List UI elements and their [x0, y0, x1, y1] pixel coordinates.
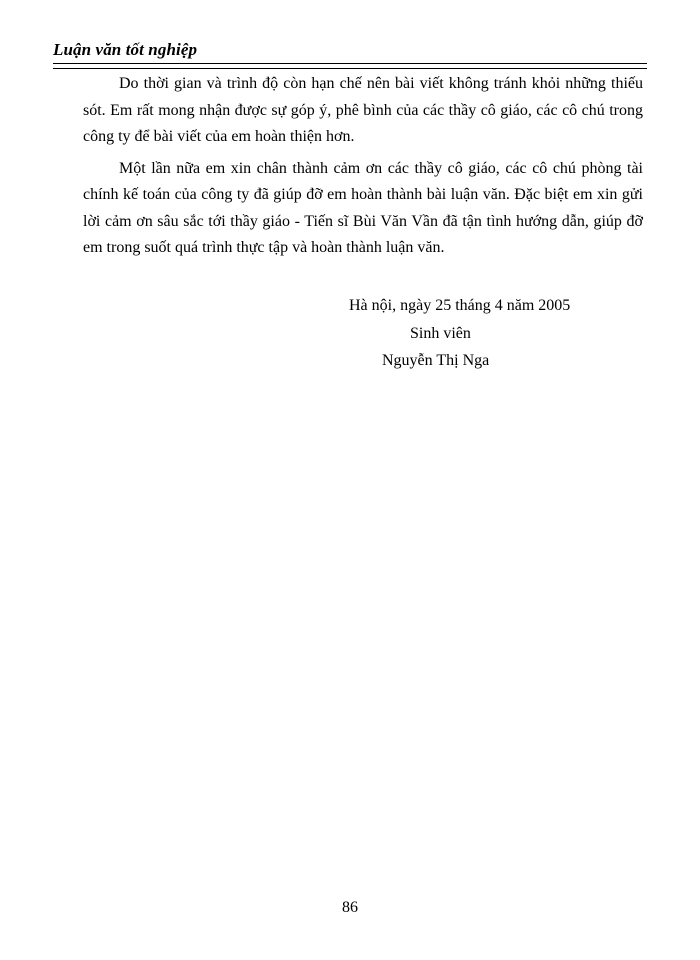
- paragraph-2: Một lần nữa em xin chân thành cảm ơn các thầy cô giáo, các cô chú phòng tài chính kế toán của công ty đã giúp đỡ em hoàn thành bài luận văn. Đặc biệt em xin gửi lời cảm ơn sâu sắc tới thầy giáo - Tiến sĩ Bùi Văn Vần đã tận tình hướng dẫn, giúp đỡ em trong suốt quá trình thực tập và hoàn thành luận văn.: [83, 159, 643, 256]
- document-body: [83, 71, 643, 262]
- header-title: Luận văn tốt nghiệp: [53, 40, 198, 59]
- page-number: 86: [342, 899, 358, 916]
- paragraph-1: Do thời gian và trình độ còn hạn chế nên bài viết không tránh khỏi những thiếu sót. Em rất mong nhận được sự góp ý, phê bình của các thầy cô giáo, các cô chú trong công ty để bài viết của em hoàn thiện hơn.: [83, 75, 643, 145]
- signature-role: Sinh viên: [410, 325, 471, 342]
- header-divider: [53, 63, 647, 69]
- signature-date: Hà nội, ngày 25 tháng 4 năm 2005: [349, 297, 571, 314]
- signature-name: Nguyễn Thị Nga: [382, 352, 490, 369]
